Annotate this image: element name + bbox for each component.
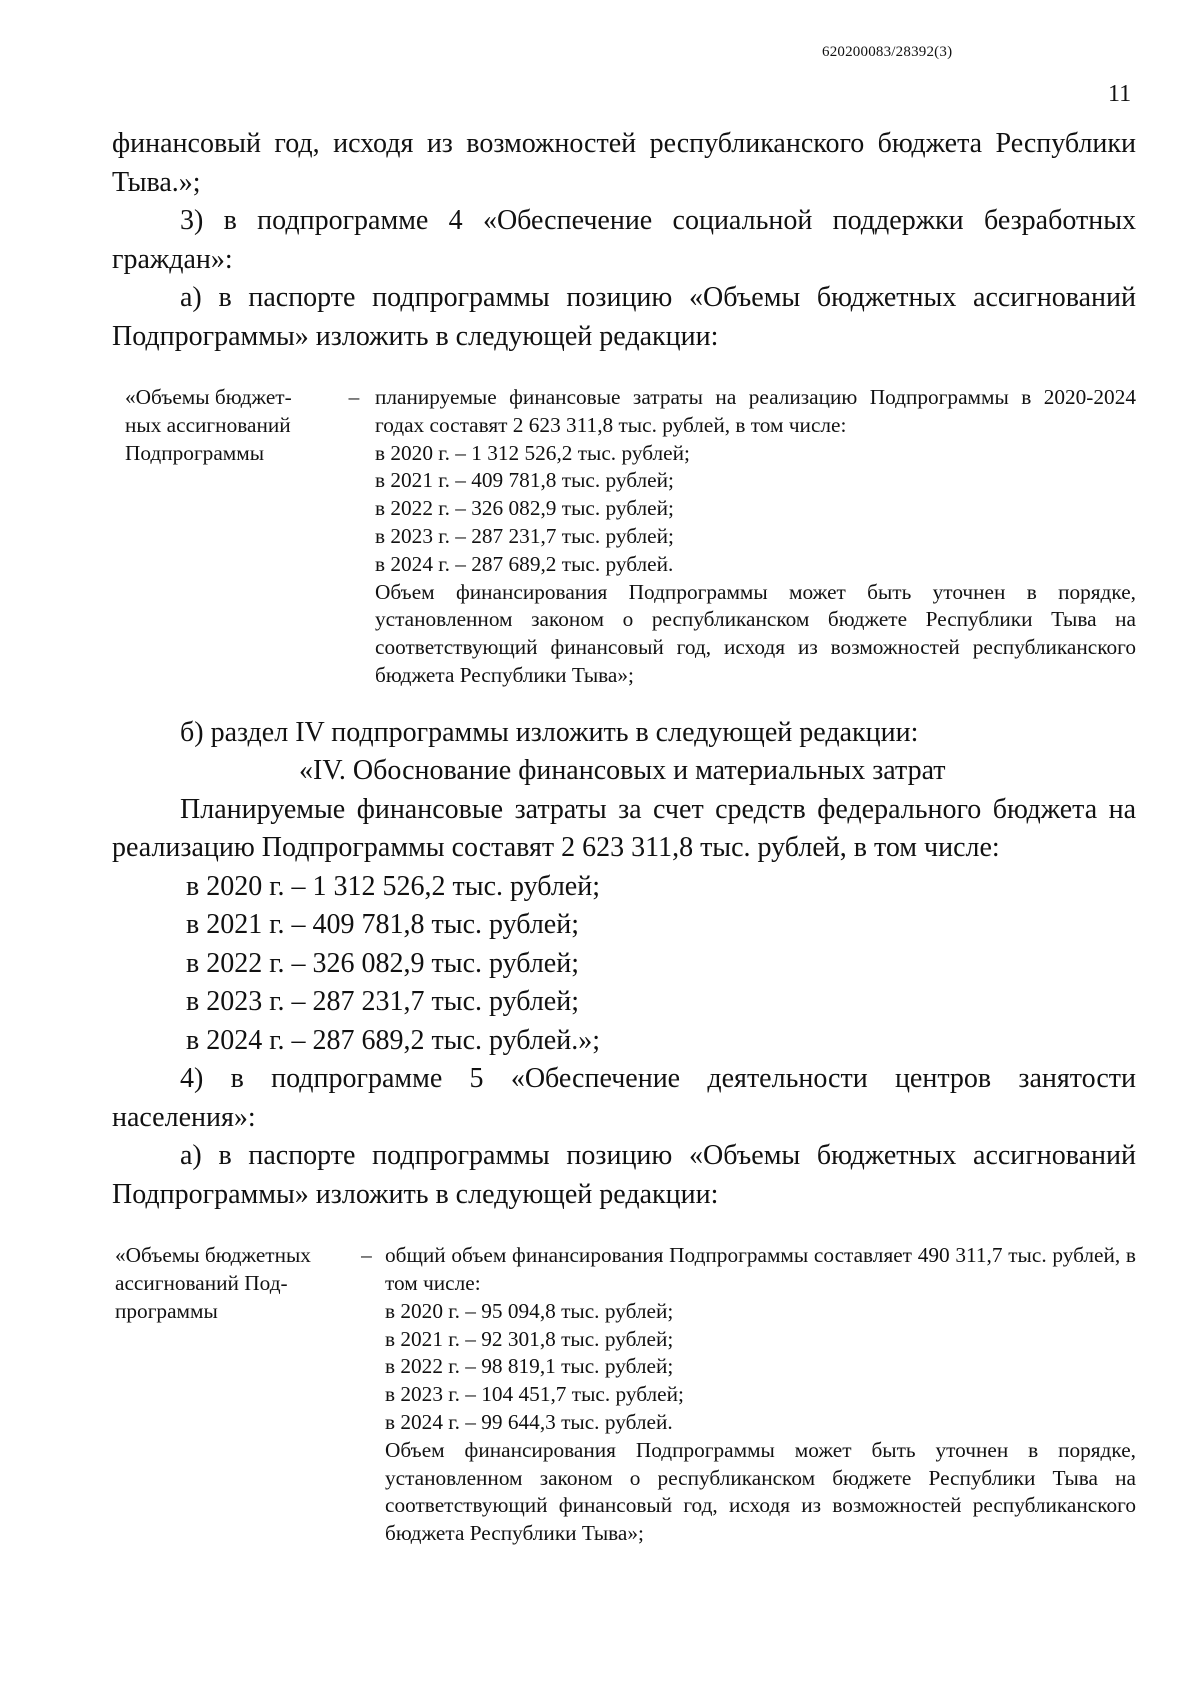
- table-year-line: в 2024 г. – 287 689,2 тыс. рублей.: [375, 551, 674, 576]
- table-year-line: в 2023 г. – 287 231,7 тыс. рублей;: [375, 523, 674, 548]
- page-number: 11: [1108, 81, 1132, 107]
- paragraph: финансовый год, исходя из возможностей республиканского бюджета Республики Тыва.»;: [112, 128, 1136, 198]
- section-title: «IV. Обоснование финансовых и материальных затрат: [299, 755, 946, 787]
- table-content: [375, 384, 1136, 690]
- paragraph: б) раздел IV подпрограммы изложить в следующей редакции:: [180, 716, 919, 748]
- list-item: в 2020 г. – 1 312 526,2 тыс. рублей;: [186, 870, 600, 902]
- list-item: в 2024 г. – 287 689,2 тыс. рублей.»;: [186, 1024, 600, 1056]
- list-item: в 2021 г. – 409 781,8 тыс. рублей;: [186, 909, 579, 941]
- paragraph: 4) в подпрограмме 5 «Обеспечение деятельности центров занятости населения»:: [112, 1063, 1136, 1133]
- list-item: в 2023 г. – 287 231,7 тыс. рублей;: [186, 986, 579, 1018]
- paragraph: а) в паспорте подпрограммы позицию «Объемы бюджетных ассигнований Подпрограммы» изложить в следующей редакции:: [112, 1140, 1136, 1210]
- table-note: Объем финансирования Подпрограммы может быть уточнен в порядке, установленном законом о республиканском бюджете Республики Тыва на соответствующий финансовый год, исходя из возможностей республиканского бюджета Республики Тыва»;: [385, 1437, 1136, 1546]
- budget-table-subprogram-5: [112, 1242, 1136, 1548]
- document-body: [112, 125, 1136, 1548]
- table-year-line: в 2023 г. – 104 451,7 тыс. рублей;: [385, 1382, 684, 1407]
- paragraph: Планируемые финансовые затраты за счет средств федерального бюджета на реализацию Подпрограммы составят 2 623 311,8 тыс. рублей, в том числе:: [112, 793, 1136, 864]
- document-number: 620200083/28392(3): [822, 44, 953, 60]
- table-year-line: в 2020 г. – 95 094,8 тыс. рублей;: [385, 1298, 674, 1323]
- paragraph: 3) в подпрограмме 4 «Обеспечение социальной поддержки безработных граждан»:: [112, 205, 1136, 275]
- table-label: «Объемы бюджет- ных ассигнований Подпрограммы: [125, 385, 292, 465]
- table-year-line: в 2021 г. – 409 781,8 тыс. рублей;: [375, 468, 674, 493]
- table-content: [385, 1242, 1136, 1548]
- budget-table-subprogram-4: [112, 384, 1136, 690]
- table-label: «Объемы бюджетных ассигнований Под- программы: [115, 1243, 311, 1323]
- paragraph: а) в паспорте подпрограммы позицию «Объемы бюджетных ассигнований Подпрограммы» изложить в следующей редакции:: [112, 282, 1136, 352]
- table-note: Объем финансирования Подпрограммы может быть уточнен в порядке, установленном законом о республиканском бюджете Республики Тыва на соответствующий финансовый год, исходя из возможностей республиканского бюджета Республики Тыва»;: [375, 579, 1136, 687]
- table-year-line: в 2022 г. – 98 819,1 тыс. рублей;: [385, 1354, 674, 1379]
- table-year-line: в 2024 г. – 99 644,3 тыс. рублей.: [385, 1410, 673, 1435]
- list-item: в 2022 г. – 326 082,9 тыс. рублей;: [186, 947, 579, 979]
- table-intro: планируемые финансовые затраты на реализацию Подпрограммы в 2020-2024 годах составят 2 623 311,8 тыс. рублей, в том числе:: [375, 385, 1136, 437]
- table-dash: –: [348, 385, 360, 409]
- table-year-line: в 2022 г. – 326 082,9 тыс. рублей;: [375, 496, 674, 521]
- table-dash: –: [361, 1243, 372, 1268]
- table-intro: общий объем финансирования Подпрограммы составляет 490 311,7 тыс. рублей, в том числе:: [385, 1243, 1136, 1296]
- table-year-line: в 2021 г. – 92 301,8 тыс. рублей;: [385, 1326, 674, 1351]
- table-year-line: в 2020 г. – 1 312 526,2 тыс. рублей;: [375, 440, 690, 465]
